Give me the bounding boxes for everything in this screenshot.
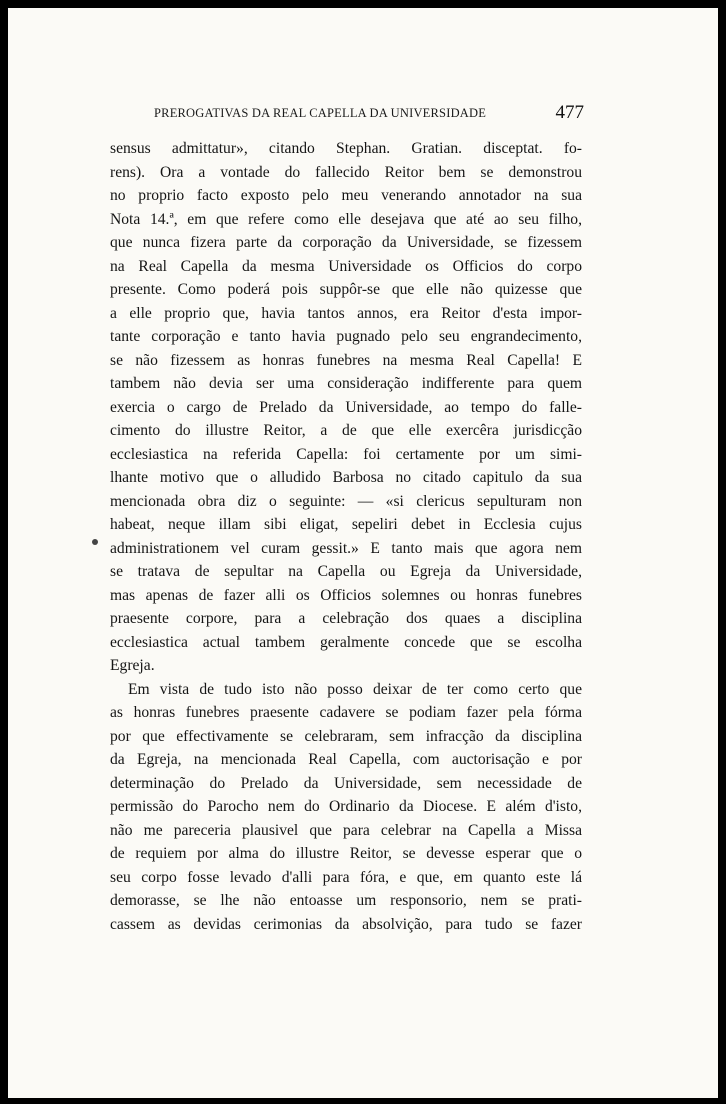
body-text bbox=[110, 137, 582, 936]
text-line: seu corpo fosse levado d'alli para fóra, e que, em quanto este lá bbox=[110, 868, 582, 886]
text-line: habeat, neque illam sibi eligat, sepeliri debet in Ecclesia cujus bbox=[110, 516, 582, 533]
text-line: demorasse, se lhe não entoasse um responsorio, nem se prati- bbox=[110, 892, 582, 909]
text-line: se tratava de sepultar na Capella ou Egreja da Universidade, bbox=[110, 563, 582, 580]
text-line: rens). Ora a vontade do fallecido Reitor bem se demonstrou bbox=[110, 163, 582, 181]
text-line: cassem as devidas cerimonias da absolvição, para tudo se fazer bbox=[110, 915, 582, 933]
text-line: praesente corpore, para a celebração dos quaes a disciplina bbox=[110, 610, 582, 627]
text-line: ecclesiastica na referida Capella: foi certamente por um simi- bbox=[110, 445, 582, 463]
text-line: presente. Como poderá pois suppôr-se que elle não quizesse que bbox=[110, 281, 582, 298]
text-line: se não fizessem as honras funebres na mesma Real Capella! E bbox=[110, 351, 582, 369]
margin-mark bbox=[92, 539, 98, 545]
text-line: Egreja. bbox=[110, 657, 155, 674]
text-line: da Egreja, na mencionada Real Capella, com auctorisação e por bbox=[110, 751, 582, 768]
text-line: mas apenas de fazer alli os Officios solemnes ou honras funebres bbox=[110, 586, 582, 604]
text-line: sensus admittatur», citando Stephan. Gratian. disceptat. fo- bbox=[110, 140, 582, 157]
text-line: tante corporação e tanto havia pugnado pelo seu engrandecimento, bbox=[110, 328, 582, 345]
text-line: determinação do Prelado da Universidade, sem necessidade de bbox=[110, 774, 582, 792]
book-page bbox=[8, 8, 718, 1098]
page-number: 477 bbox=[555, 102, 584, 123]
text-line: cimento do illustre Reitor, a de que elle exercêra jurisdicção bbox=[110, 422, 582, 439]
text-line: tambem não devia ser uma consideração indifferente para quem bbox=[110, 375, 582, 392]
text-line: no proprio facto exposto pelo meu venerando annotador na sua bbox=[110, 187, 582, 204]
text-line: ecclesiastica actual tambem geralmente concede que se escolha bbox=[110, 633, 582, 651]
text-line: administrationem vel curam gessit.» E tanto mais que agora nem bbox=[110, 539, 582, 557]
text-line: por que effectivamente se celebraram, sem infracção da disciplina bbox=[110, 727, 582, 745]
text-line: que nunca fizera parte da corporação da Universidade, se fizessem bbox=[110, 234, 582, 251]
text-line: de requiem por alma do illustre Reitor, se devesse esperar que o bbox=[110, 845, 582, 862]
page-header bbox=[154, 102, 584, 128]
text-line: mencionada obra diz o seguinte: — «si clericus sepulturam non bbox=[110, 492, 582, 510]
text-line: a elle proprio que, havia tantos annos, era Reitor d'esta impor- bbox=[110, 304, 582, 322]
text-line: as honras funebres praesente cadavere se podiam fazer pela fórma bbox=[110, 704, 582, 721]
text-line: exercia o cargo de Prelado da Universidade, ao tempo do falle- bbox=[110, 398, 582, 416]
text-line: lhante motivo que o alludido Barbosa no citado capitulo da sua bbox=[110, 469, 582, 486]
text-line: na Real Capella da mesma Universidade os Officios do corpo bbox=[110, 257, 582, 275]
text-line: permissão do Parocho nem do Ordinario da Diocese. E além d'isto, bbox=[110, 798, 582, 815]
text-line: não me pareceria plausivel que para celebrar na Capella a Missa bbox=[110, 821, 582, 839]
text-line: Nota 14.ª, em que refere como elle desejava que até ao seu filho, bbox=[110, 210, 582, 228]
running-title: PREROGATIVAS DA REAL CAPELLA DA UNIVERSIDADE bbox=[154, 106, 487, 120]
text-line: Em vista de tudo isto não posso deixar de ter como certo que bbox=[128, 680, 582, 698]
